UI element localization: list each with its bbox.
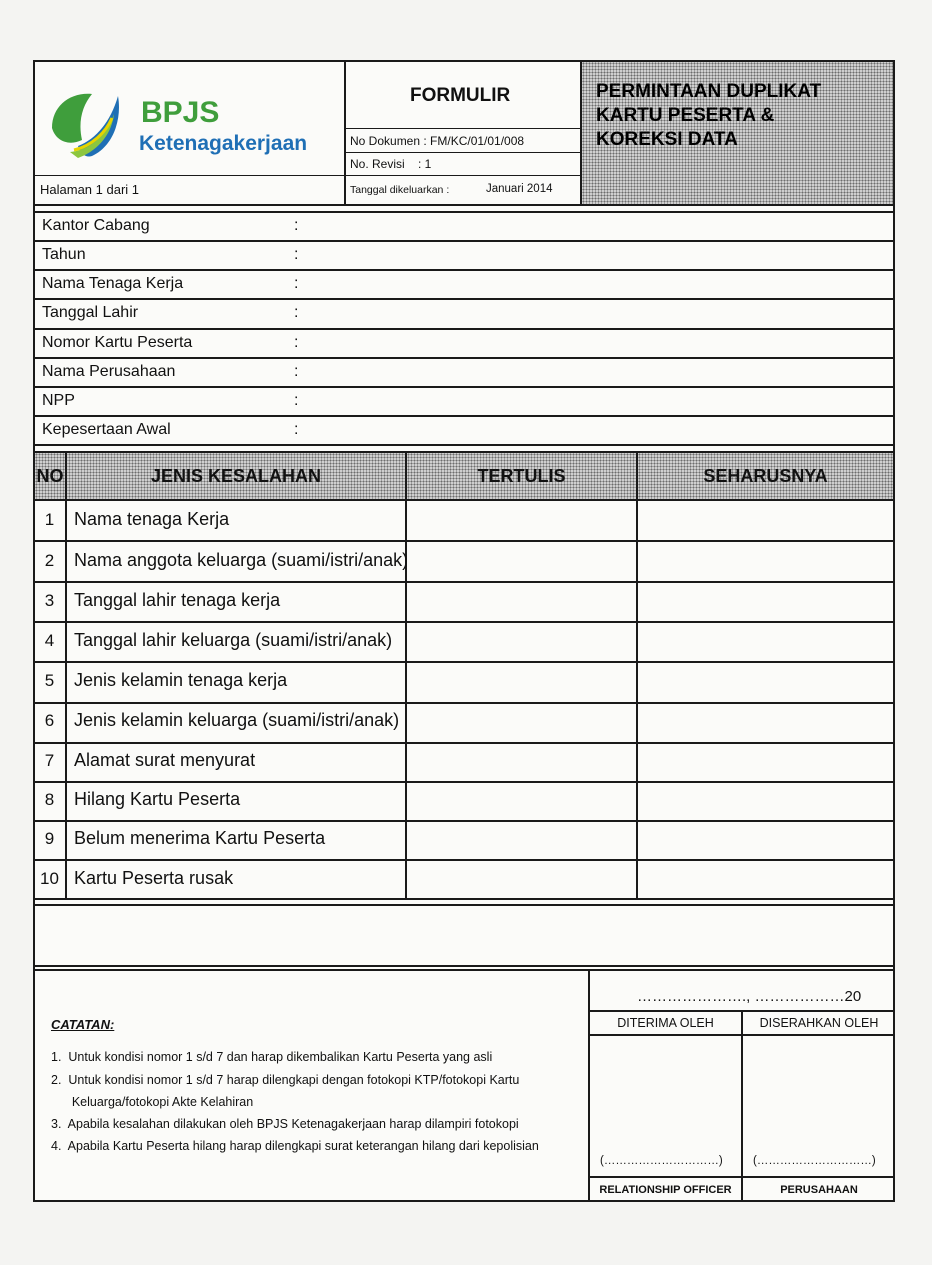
row-error-type: Nama anggota keluarga (suami/istri/anak) (74, 550, 409, 570)
table-col-line-tertulis (636, 451, 638, 900)
row-error-type: Tanggal lahir keluarga (suami/istri/anak) (74, 630, 393, 650)
row-number: 10 (40, 869, 59, 888)
remarks-bottom-line (33, 965, 895, 967)
table-row-line (33, 820, 895, 822)
title-line-2: KARTU PESERTA & (596, 105, 775, 126)
row-number: 3 (44, 591, 55, 610)
header-hline-doc (346, 128, 580, 129)
table-row-line (33, 702, 895, 704)
table-row-line (33, 540, 895, 542)
table-row-line (33, 781, 895, 783)
received-by-label: DITERIMA OLEH (617, 1016, 714, 1030)
page-indicator: Halaman 1 dari 1 (40, 182, 139, 197)
field-label-tanggal-lahir: Tanggal Lahir (42, 304, 139, 321)
row-error-type: Belum menerima Kartu Peserta (74, 828, 326, 848)
field-colon: : (294, 421, 299, 438)
bpjs-logo-icon (48, 88, 134, 164)
table-row-line (33, 742, 895, 744)
signature-blank-right: (…………………………) (753, 1155, 876, 1167)
row-number: 4 (44, 631, 55, 650)
field-line (33, 328, 895, 330)
header-bottom-line (33, 204, 895, 206)
doc-number: No Dokumen : FM/KC/01/01/008 (350, 134, 525, 148)
signature-date: …………………., ………………20 (637, 988, 862, 1005)
company-label: PERUSAHAAN (780, 1184, 858, 1196)
signature-date-line (588, 1010, 895, 1012)
row-number: 8 (44, 790, 55, 809)
field-colon: : (294, 275, 299, 292)
field-label-npp: NPP (42, 392, 75, 409)
field-colon: : (294, 363, 299, 380)
title-line-3: KOREKSI DATA (596, 129, 738, 150)
field-label-nomor-kartu: Nomor Kartu Peserta (42, 334, 193, 351)
note-item-2: 2. Untuk kondisi nomor 1 s/d 7 harap dilengkapi dengan fotokopi KTP/fotokopi Kartu (51, 1073, 520, 1087)
th-jenis-kesalahan: JENIS KESALAHAN (150, 466, 322, 486)
field-line (33, 240, 895, 242)
row-error-type: Kartu Peserta rusak (74, 868, 234, 888)
field-line (33, 298, 895, 300)
field-line (33, 444, 895, 446)
logo-subtitle: Ketenagakerjaan (139, 132, 308, 155)
field-label-nama-perusahaan: Nama Perusahaan (42, 363, 176, 380)
table-top-line (33, 451, 895, 453)
footer-top-line (33, 969, 895, 971)
row-error-type: Jenis kelamin keluarga (suami/istri/anak) (74, 710, 400, 730)
issued-label: Tanggal dikeluarkan : (350, 184, 450, 196)
row-number: 7 (44, 751, 55, 770)
field-colon: : (294, 392, 299, 409)
row-number: 6 (44, 711, 55, 730)
field-label-kepesertaan-awal: Kepesertaan Awal (42, 421, 171, 438)
logo-name: BPJS (141, 96, 220, 129)
field-line (33, 386, 895, 388)
signature-header-line (588, 1034, 895, 1036)
table-col-line-no (65, 451, 67, 900)
header-hline-rev (346, 152, 580, 153)
row-error-type: Hilang Kartu Peserta (74, 789, 241, 809)
row-number: 5 (44, 671, 55, 690)
row-error-type: Nama tenaga Kerja (74, 509, 230, 529)
handed-by-label: DISERAHKAN OLEH (759, 1016, 879, 1030)
signature-middle-line (741, 1011, 743, 1202)
row-error-type: Jenis kelamin tenaga kerja (74, 670, 288, 690)
row-error-type: Alamat surat menyurat (74, 750, 256, 770)
table-row-line (33, 661, 895, 663)
table-col-line-jenis (405, 451, 407, 900)
note-item-2-cont: Keluarga/fotokopi Akte Kelahiran (51, 1095, 254, 1109)
field-line (33, 415, 895, 417)
revision-number: No. Revisi : 1 (350, 157, 432, 171)
row-error-type: Tanggal lahir tenaga kerja (74, 590, 281, 610)
title-line-1: PERMINTAAN DUPLIKAT (596, 81, 822, 102)
row-number: 2 (44, 551, 55, 570)
header-hline-page (33, 175, 581, 176)
issued-value: Januari 2014 (486, 183, 553, 195)
form-label: FORMULIR (410, 85, 511, 106)
field-colon: : (294, 246, 299, 263)
field-colon: : (294, 334, 299, 351)
row-number: 1 (44, 510, 55, 529)
notes-title: CATATAN: (51, 1017, 115, 1032)
th-seharusnya: SEHARUSNYA (703, 466, 828, 486)
signature-footer-line (588, 1176, 895, 1178)
field-colon: : (294, 217, 299, 234)
signature-blank-left: (…………………………) (600, 1155, 723, 1167)
table-row-line (33, 581, 895, 583)
table-header-line (33, 499, 895, 501)
th-no: NO (36, 466, 64, 486)
note-item-3: 3. Apabila kesalahan dilakukan oleh BPJS Ketenagakerjaan harap dilampiri fotokopi (51, 1117, 519, 1131)
remarks-top-line (33, 904, 895, 906)
table-row-line (33, 859, 895, 861)
field-colon: : (294, 304, 299, 321)
header-divider-1 (344, 60, 346, 206)
field-line (33, 357, 895, 359)
note-item-4: 4. Apabila Kartu Peserta hilang harap dilengkapi surat keterangan hilang dari kepolisian (51, 1139, 539, 1153)
field-label-tahun: Tahun (42, 246, 86, 263)
table-row-line (33, 621, 895, 623)
fields-top-line (33, 211, 895, 213)
field-label-nama-tenaga-kerja: Nama Tenaga Kerja (42, 275, 184, 292)
th-tertulis: TERTULIS (477, 466, 566, 486)
field-line (33, 269, 895, 271)
table-bottom-line (33, 898, 895, 900)
field-label-kantor-cabang: Kantor Cabang (42, 217, 150, 234)
note-item-1: 1. Untuk kondisi nomor 1 s/d 7 dan harap dikembalikan Kartu Peserta yang asli (51, 1050, 493, 1064)
row-number: 9 (44, 829, 55, 848)
signature-left-border (588, 969, 590, 1202)
officer-label: RELATIONSHIP OFFICER (599, 1184, 732, 1196)
